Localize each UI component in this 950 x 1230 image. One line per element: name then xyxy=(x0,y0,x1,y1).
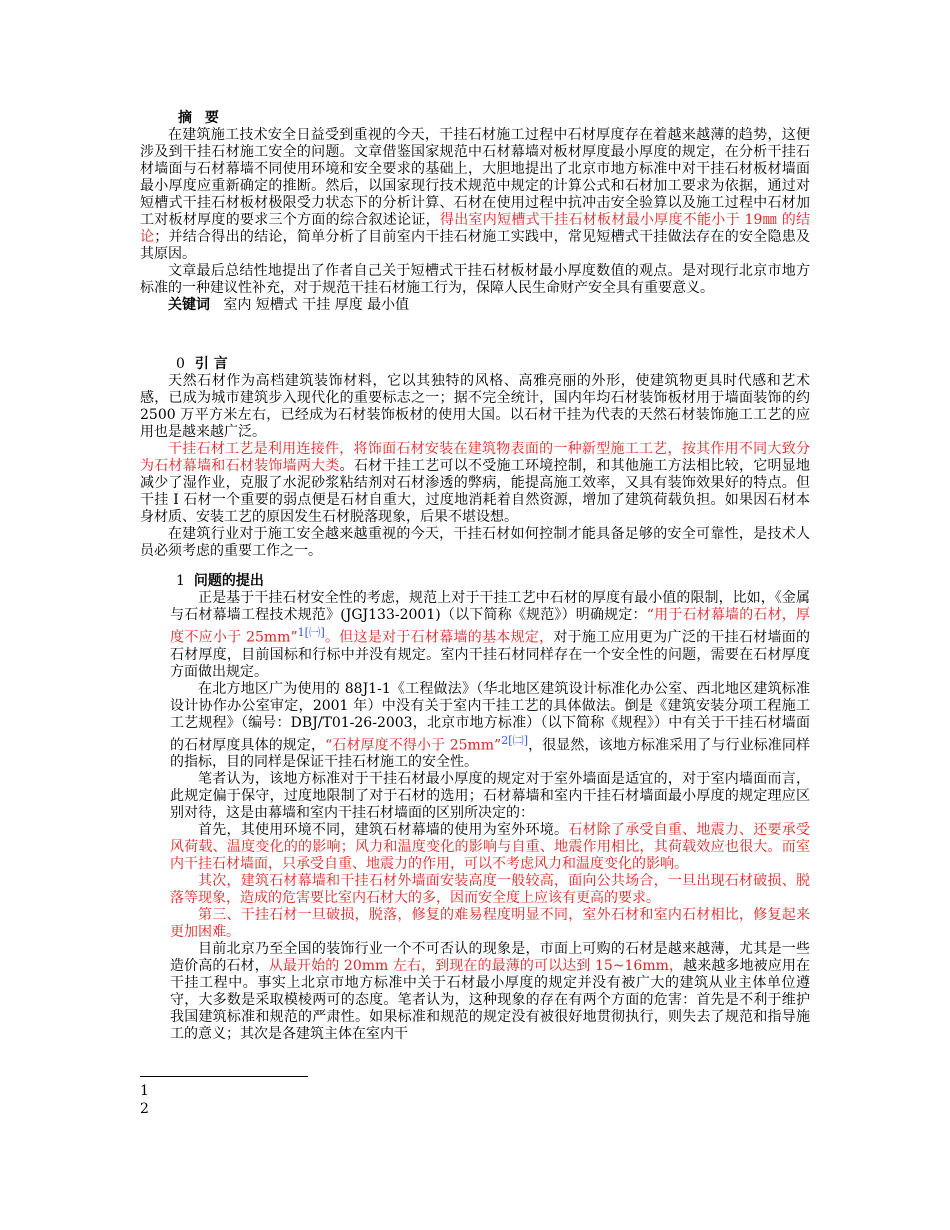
s1p1-text-end: 对于施工应用更为广泛的干挂石材墙面的石材厚度，目前国标和行标中并没有规定。室内干挂石材同样存在一个安全性的问题，需要在石材厚度方面做出规定。 xyxy=(170,629,810,680)
s1p7-highlight: 从最开始的 20mm 左右，到现在的最薄的可以达到 15~16mm， xyxy=(268,958,684,975)
section-1-number: 1 xyxy=(176,573,185,589)
abstract-text: 在建筑施工技术安全日益受到重视的今天，干挂石材施工过程中石材厚度存在着越来越薄的趋势，这便涉及到干挂石材施工安全的问题。文章借鉴国家规范中石材幕墙对板材厚度最小厚度的规定，在分析干挂石材墙面与石材幕墙不同使用环境和安全要求的基础上，大胆地提出了北京市地方标准中对干挂石材板材墙面最小厚度应重新确定的推断。然后，以国家现行技术规范中规定的计算公式和石材加工要求为依据，通过对短槽式干挂石材板材极限受力状态下的分析计算、石材在使用过程中抗冲击安全验算以及施工过程中石材加工对板材厚度的要求三个方面的综合叙述论证， xyxy=(140,127,810,228)
abstract-conclusion-highlight: 得出室内短槽式干挂石材板材最小厚度不能小于 19㎜ 的结论 xyxy=(140,212,810,245)
intro-number: 0 xyxy=(176,356,185,372)
intro-paragraph-1: 天然石材作为高档建筑装饰材料，它以其独特的风格、高雅亮丽的外形，使建筑物更具时代感和艺术感，已成为城市建筑步入现代化的重要标志之一；据不完全统计，国内年均石材装饰板材用于墙面装饰的约 2500 万平方米左右，已经成为石材装饰板材的使用大国。以石材干挂为代表的天然石材装饰施工工艺的应用也是越来越广泛。 xyxy=(140,373,810,440)
s1p4-text: 首先，其使用环境不同，建筑石材幕墙的使用为室外环境。 xyxy=(198,822,569,839)
section-1-paragraph-4 xyxy=(170,822,810,873)
section-1-paragraph-1 xyxy=(170,590,810,681)
intro-title: 引 言 xyxy=(194,356,228,372)
s1p1-text: 正是基于干挂石材安全性的考虑，规范上对于干挂工艺中石材的厚度有最小值的限制，比如，《金属与石材幕墙工程技术规范》(JGJ133-2001)（以下简称《规范》）明确规定： xyxy=(170,590,810,623)
keywords-list: 室内 短槽式 干挂 厚度 最小值 xyxy=(223,297,410,313)
s1p2-text-end: ，很显然，该地方标准采用了与行业标准同样的指标，目的同样是保证干挂石材施工的安全性。 xyxy=(170,737,810,771)
s1p4-highlight: 石材除了承受自重、地震力、还要承受风荷载、温度变化的的影响；风力和温度变化的影响与自重、地震作用相比，其荷载效应也很大。而室内干挂石材墙面，只承受自重、地震力的作用，可以不考虑风力和温度变化的影响。 xyxy=(170,822,811,873)
s1p7-text: 目前北京乃至全国的装饰行业一个不可否认的现象是，市面上可购的石材是越来越薄，尤其是一些造价高的石材， xyxy=(170,941,810,975)
section-1-paragraph-3: 笔者认为，该地方标准对于干挂石材最小厚度的规定对于室外墙面是适宜的，对于室内墙面而言，此规定偏于保守，过度地限制了对于石材的选用；石材幕墙和室内干挂石材墙面最小厚度的规定理应区别对待，这是由幕墙和室内干挂石材墙面的区别所决定的： xyxy=(170,771,810,822)
section-1-title: 问题的提出 xyxy=(193,573,264,589)
section-1-paragraph-2 xyxy=(170,681,810,772)
keywords-label: 关键词 xyxy=(168,297,210,313)
s1p2-quote-highlight: “石材厚度不得小于 25mm” xyxy=(325,737,502,754)
footnote-1: 1 xyxy=(140,1083,149,1099)
section-1-body xyxy=(170,590,810,1043)
section-1-heading xyxy=(176,573,264,590)
section-1-paragraph-6: 第三、干挂石材一旦破损，脱落，修复的难易程度明显不同，室外石材和室内石材相比，修复起来更加困难。 xyxy=(170,907,810,941)
s1p1-highlight-2: 。但这是对于石材幕墙的基本规定， xyxy=(324,629,554,646)
intro-definition-highlight: 干挂石材工艺是利用连接件，将饰面石材安装在建筑物表面的一种新型施工工艺，按其作用不同大致分为石材幕墙和石材装饰墙两大类 xyxy=(140,441,810,474)
intro-paragraph-2 xyxy=(140,441,810,526)
abstract-paragraph-1 xyxy=(140,127,810,263)
intro-text: 。石材干挂工艺可以不受施工环境控制，和其他施工方法相比较，它明显地减少了湿作业，克服了水泥砂浆粘结剂对石材渗透的弊病，能提高施工效率，又具有装饰效果好的特点。但干挂 I 石材一个重要的弱点便是石材自重大，过度地消耗着自然资源，增加了建筑荷载负担。如果因石材本身材质、安装工艺的原因发生石材脱落现象，后果不堪设想。 xyxy=(140,458,811,525)
section-1-paragraph-5: 其次，建筑石材幕墙和干挂石材外墙面安装高度一般较高，面向公共场合，一旦出现石材破损、脱落等现象，造成的危害要比室内石材大的多，因而安全度上应该有更高的要求。 xyxy=(170,873,810,907)
footnote-2: 2 xyxy=(140,1101,149,1117)
section-1-paragraph-7 xyxy=(170,941,810,1043)
keywords-line xyxy=(140,297,810,314)
s1p7-text-end: 越来越多地被应用在干挂工程中。事实上北京市地方标准中关于石材最小厚度的规定并没有被广大的建筑从业主体单位遵守，大多数是采取模棱两可的态度。笔者认为，这种现象的存在有两个方面的危害：首先是不利于维护我国建筑标准和规范的严肃性。如果标准和规范的规定没有被很好地贯彻执行，则失去了规范和指导施工的意义；其次是各建筑主体在室内干 xyxy=(170,958,811,1043)
reference-link-1[interactable]: 1[㈠] xyxy=(297,626,325,639)
intro-body xyxy=(140,373,810,560)
abstract-text-end: ；并结合得出的结论，简单分析了目前室内干挂石材施工实践中，常见短槽式干挂做法存在的安全隐患及其原因。 xyxy=(140,229,811,262)
s1p1-quote-highlight: “用于石材幕墙的石材，厚度不应小于 25mm” xyxy=(170,607,810,646)
reference-link-2[interactable]: 2[㈡] xyxy=(501,733,528,747)
intro-heading xyxy=(176,356,228,373)
abstract-paragraph-2: 文章最后总结性地提出了作者自己关于短槽式干挂石材板材最小厚度数值的观点。是对现行北京市地方标准的一种建议性补充，对于规范干挂石材施工行为，保障人民生命财产安全具有重要意义。 xyxy=(140,263,810,296)
abstract-heading: 摘 要 xyxy=(178,110,223,126)
footnote-separator xyxy=(140,1076,308,1077)
s1p2-text: 在北方地区广为使用的 88J1-1《工程做法》（华北地区建筑设计标准化办公室、西北地区建筑标准设计协作办公室审定，2001 年）中没有关于室内干挂工艺的具体做法。倒是《建筑安装分项工程施工工艺规程》（编号：DBJ/T01-26-2003，北京市地方标准）（以下简称《规程》）中有关于干挂石材墙面的石材厚度具体的规定， xyxy=(170,680,810,754)
abstract-body xyxy=(140,127,810,314)
intro-paragraph-3: 在建筑行业对于施工安全越来越重视的今天，干挂石材如何控制才能具备足够的安全可靠性，是技术人员必须考虑的重要工作之一。 xyxy=(140,526,810,559)
